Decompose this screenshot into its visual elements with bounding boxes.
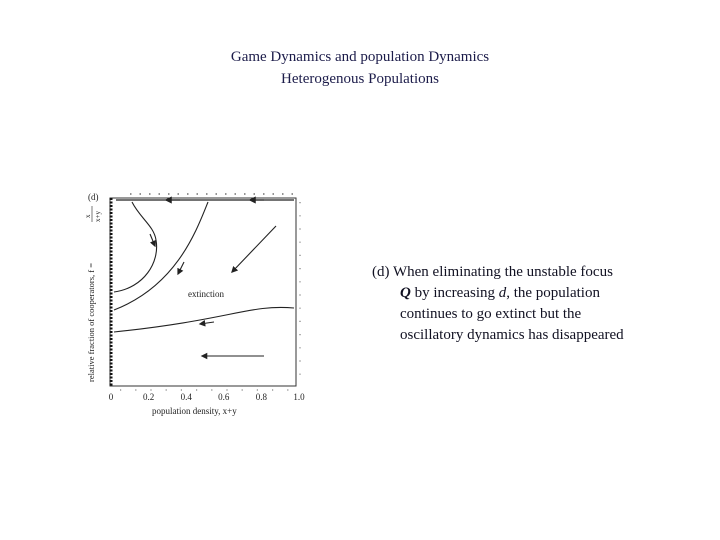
slide-title <box>0 46 720 90</box>
caption-line-3: continues to go extinct but the <box>400 306 582 322</box>
loop-arrow <box>150 234 155 246</box>
x-tick-label: 1.0 <box>293 392 305 402</box>
caption-line-2 <box>400 283 702 304</box>
x-tick-labels <box>109 392 305 402</box>
x-tick-label: 0.4 <box>180 392 192 402</box>
x-axis-label: population density, x+y <box>152 406 237 416</box>
x-tick-label: 0.2 <box>142 392 155 402</box>
trajectory-middle <box>114 307 294 332</box>
diagonal-arrow <box>232 226 276 272</box>
title-line-2: Heterogenous Populations <box>281 71 439 87</box>
x-tick-label: 0.8 <box>255 392 268 402</box>
x-tick-label: 0.6 <box>218 392 230 402</box>
y-axis-label <box>84 206 102 382</box>
caption-symbol-d: d <box>498 285 507 301</box>
y-axis-label-frac-den: x+y <box>94 211 102 222</box>
region-label: extinction <box>188 289 224 299</box>
panel-label: (d) <box>88 192 99 202</box>
caption-line-2-end: , the population <box>506 285 600 301</box>
caption-line-2-mid: by increasing <box>410 285 499 301</box>
loop-trajectory <box>114 202 157 292</box>
trajectory-upper-arrow <box>178 262 184 274</box>
phase-portrait-figure <box>80 182 316 422</box>
trajectory-middle-arrow <box>200 322 214 324</box>
title-line-1: Game Dynamics and population Dynamics <box>230 49 490 65</box>
x-tick-label: 0 <box>108 392 114 402</box>
y-axis-label-main: relative fraction of cooperators, f = <box>86 262 96 382</box>
figure-caption <box>372 262 702 346</box>
caption-line-1: (d) When eliminating the unstable focus <box>372 264 613 280</box>
y-axis-label-frac-num: x <box>84 214 92 218</box>
caption-symbol-q: Q <box>400 285 411 301</box>
caption-line-4: oscillatory dynamics has disappeared <box>400 327 624 343</box>
